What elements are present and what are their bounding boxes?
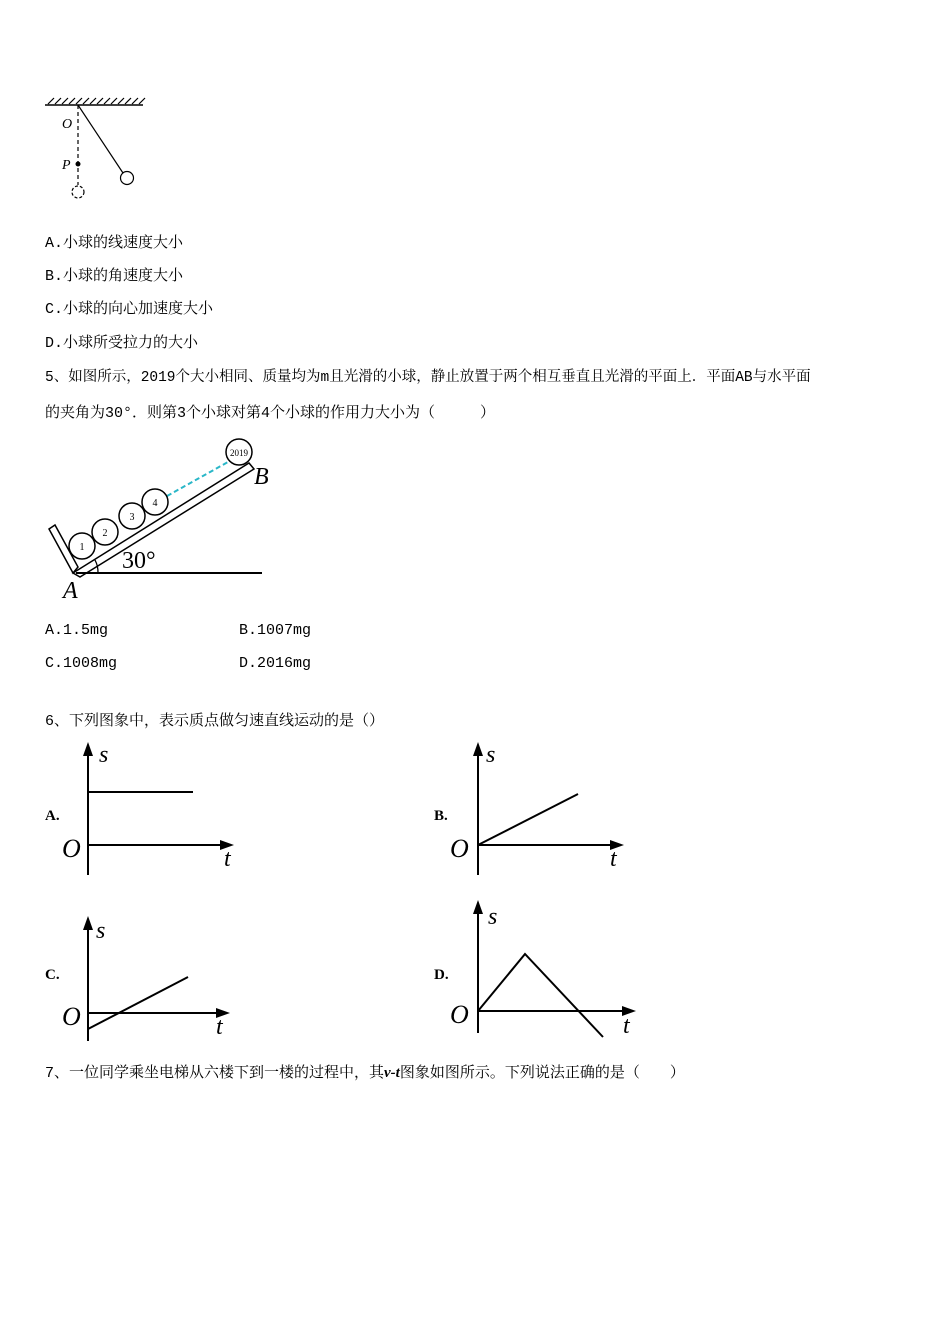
graph-a [60, 742, 240, 882]
graph-c [60, 916, 240, 1046]
q7-stem-after: 图象如图所示。下列说法正确的是（ ） [399, 1065, 685, 1082]
graph-d-label: D. [434, 967, 449, 983]
graph-b [450, 742, 630, 882]
q4-option-d: D.小球所受拉力的大小 [45, 335, 199, 352]
graph-b-x-label: t [610, 846, 617, 872]
graph-d-y-label: s [488, 904, 498, 930]
pendulum-label-p: P [62, 158, 71, 173]
ball-label-1: 1 [79, 542, 85, 553]
ball-label-2: 2 [102, 528, 108, 539]
ball-label-4: 4 [152, 498, 158, 509]
graph-b-y-label: s [486, 742, 496, 768]
q5-stem-line2: 的夹角为30°．则第3个小球对第4个小球的作用力大小为（ ） [45, 405, 496, 422]
ball-label-3: 3 [129, 512, 135, 523]
q4-option-b: B.小球的角速度大小 [45, 268, 184, 285]
graph-a-origin: O [62, 834, 81, 863]
q5-option-b: B.1007mg [239, 622, 312, 639]
graph-b-origin: O [450, 834, 469, 863]
graph-c-x-label: t [216, 1014, 223, 1040]
q4-option-c: C.小球的向心加速度大小 [45, 301, 214, 318]
pendulum-figure [40, 90, 160, 205]
graph-c-y-label: s [96, 918, 106, 944]
graph-c-origin: O [62, 1002, 81, 1031]
graph-a-x-label: t [224, 846, 231, 872]
graph-d-origin: O [450, 1000, 469, 1029]
q5-option-c: C.1008mg [45, 655, 118, 672]
q7-stem [45, 1063, 685, 1084]
graph-b-label: B. [434, 808, 448, 824]
ball-label-2019: 2019 [230, 448, 248, 458]
q6-stem: 6、下列图象中，表示质点做匀速直线运动的是（） [45, 713, 385, 730]
pendulum-label-o: O [62, 117, 73, 132]
graph-d-x-label: t [623, 1013, 630, 1039]
angle-label: 30° [122, 548, 156, 574]
label-b: B [254, 464, 269, 490]
q5-option-d: D.2016mg [239, 655, 312, 672]
q7-stem-before: 7、一位同学乘坐电梯从六楼下到一楼的过程中，其 [45, 1065, 385, 1082]
graph-d [450, 900, 650, 1040]
q5-stem-line1: 5、如图所示，2019个大小相同、质量均为m且光滑的小球，静止放置于两个相互垂直且光滑的平面上．平面AB与水平面 [45, 370, 811, 386]
incline-figure [40, 432, 280, 607]
q7-stem-vt: v-t [384, 1065, 400, 1081]
graph-a-label: A. [45, 808, 60, 824]
label-a: A [63, 578, 78, 604]
graph-a-y-label: s [99, 742, 109, 768]
graph-c-label: C. [45, 967, 60, 983]
q5-option-a: A.1.5mg [45, 622, 109, 639]
q4-option-a: A.小球的线速度大小 [45, 235, 184, 252]
